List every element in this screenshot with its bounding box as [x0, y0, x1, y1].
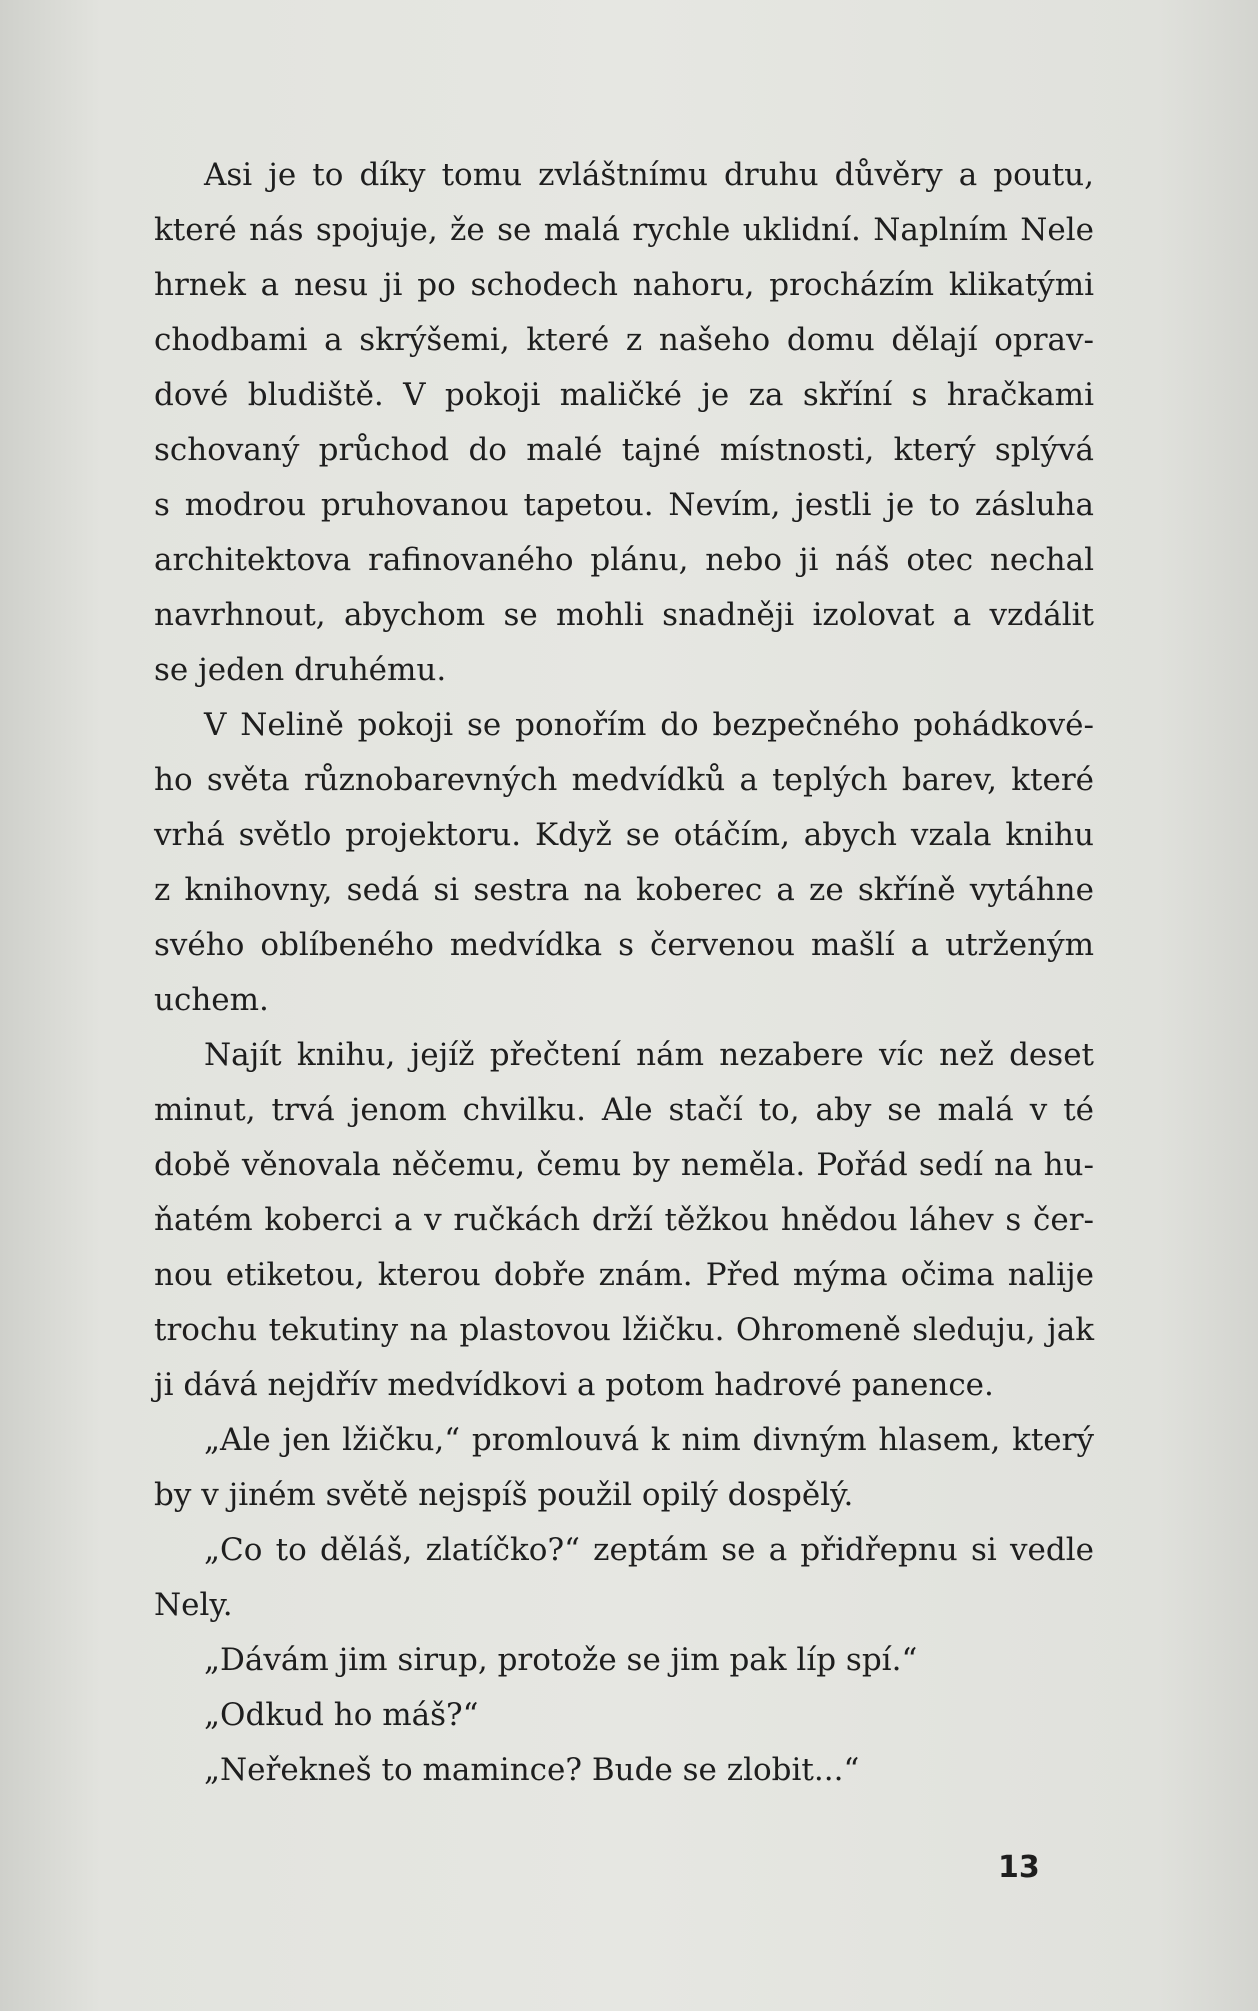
text-line: z knihovny, sedá si sestra na koberec a ze skříně vytáhne — [154, 872, 1094, 908]
dialogue-line: by v jiném světě nejspíš použil opilý dospělý. — [154, 1477, 854, 1513]
text-line: se jeden druhému. — [154, 652, 447, 688]
text-line: svého oblíbeného medvídka s červenou mašlí a utrženým — [154, 927, 1094, 963]
text-line: trochu tekutiny na plastovou lžičku. Ohromeně sleduju, jak — [154, 1312, 1094, 1348]
text-line: hrnek a nesu ji po schodech nahoru, procházím klikatými — [154, 267, 1094, 303]
text-line: uchem. — [154, 982, 269, 1018]
text-line: době věnovala něčemu, čemu by neměla. Pořád sedí na hu- — [154, 1147, 1094, 1183]
text-line: ji dává nejdřív medvídkovi a potom hadrové panence. — [154, 1367, 994, 1403]
text-line: vrhá světlo projektoru. Když se otáčím, abych vzala knihu — [154, 817, 1094, 853]
dialogue-line: „Dávám jim sirup, protože se jim pak líp spí.“ — [204, 1642, 918, 1678]
dialogue-line: Nely. — [154, 1587, 233, 1623]
text-line: schovaný průchod do malé tajné místnosti, který splývá — [154, 432, 1094, 468]
text-line: chodbami a skrýšemi, které z našeho domu dělají oprav- — [154, 322, 1094, 358]
dialogue-line: „Co to děláš, zlatíčko?“ zeptám se a přidřepnu si vedle — [204, 1532, 1094, 1568]
dialogue-line: „Odkud ho máš?“ — [204, 1697, 479, 1733]
text-line: navrhnout, abychom se mohli snadněji izolovat a vzdálit — [154, 597, 1094, 633]
text-line: nou etiketou, kterou dobře znám. Před mýma očima nalije — [154, 1257, 1094, 1293]
text-line: ňatém koberci a v ručkách drží těžkou hnědou láhev s čer- — [154, 1202, 1094, 1238]
text-line: minut, trvá jenom chvilku. Ale stačí to, aby se malá v té — [154, 1092, 1094, 1128]
dialogue-line: „Ale jen lžičku,“ promlouvá k nim divným hlasem, který — [204, 1422, 1094, 1458]
text-line: ho světa různobarevných medvídků a teplých barev, které — [154, 762, 1094, 798]
text-line: Asi je to díky tomu zvláštnímu druhu důvěry a poutu, — [204, 157, 1094, 193]
text-line: s modrou pruhovanou tapetou. Nevím, jestli je to zásluha — [154, 487, 1094, 523]
text-line: architektova rafinovaného plánu, nebo ji náš otec nechal — [154, 542, 1094, 578]
page-number: 13 — [998, 1850, 1040, 1885]
text-line: dové bludiště. V pokoji maličké je za skříní s hračkami — [154, 377, 1094, 413]
text-line: V Nelině pokoji se ponořím do bezpečného pohádkové- — [204, 707, 1094, 743]
text-line: které nás spojuje, že se malá rychle uklidní. Naplním Nele — [154, 212, 1094, 248]
dialogue-line: „Neřekneš to mamince? Bude se zlobit...“ — [204, 1752, 860, 1788]
text-line: Najít knihu, jejíž přečtení nám nezabere víc než deset — [204, 1037, 1094, 1073]
